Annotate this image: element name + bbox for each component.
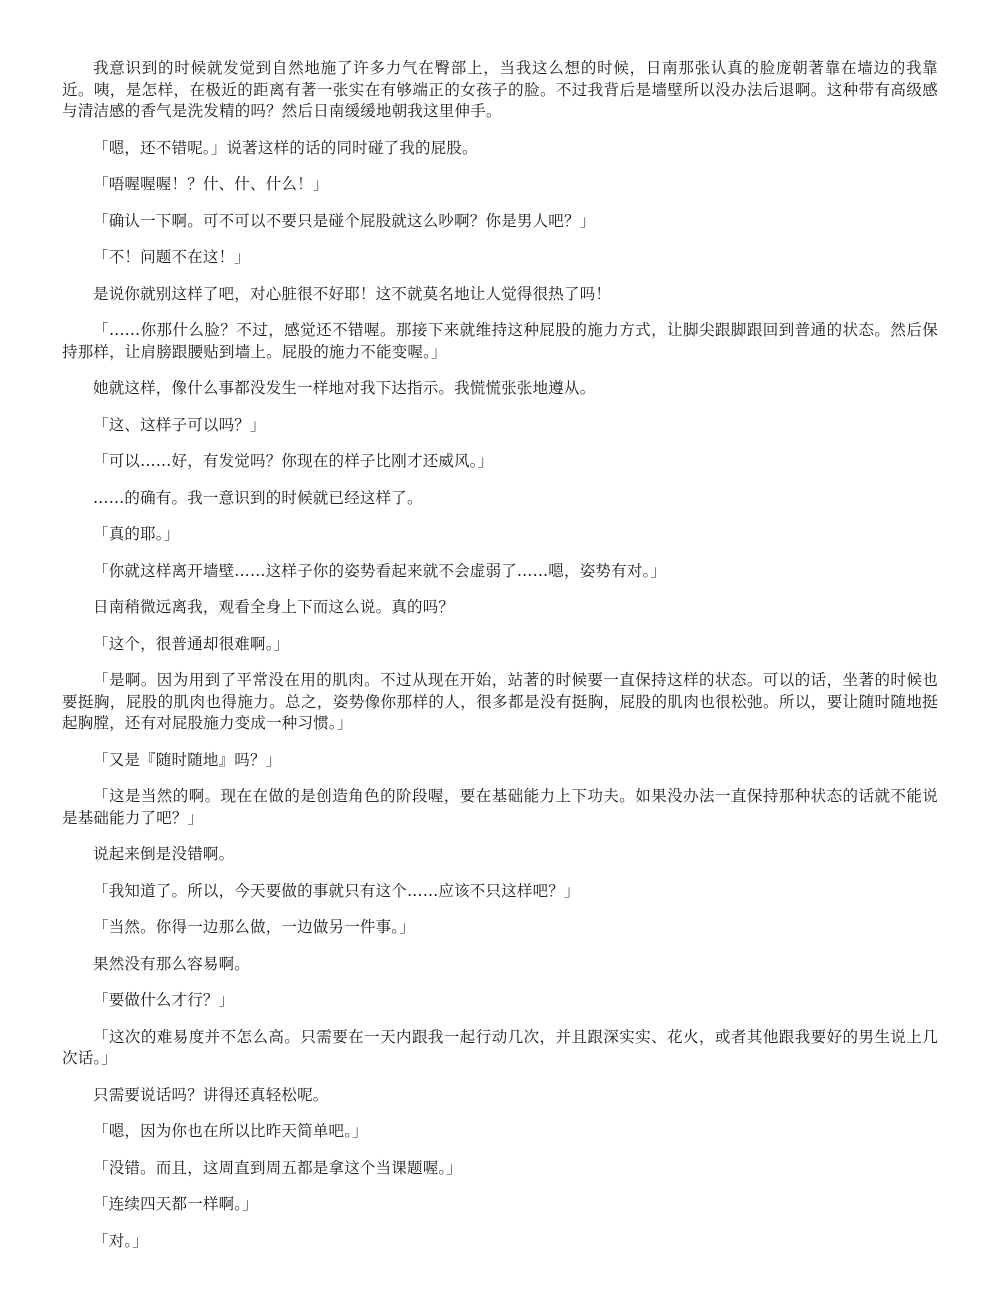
paragraph: ……的确有。我一意识到的时候就已经这样了。 [93,488,423,507]
paragraph: 她就这样，像什么事都没发生一样地对我下达指示。我慌慌张张地遵从。 [93,379,596,397]
paragraph: 「没错。而且，这周直到周五都是拿这个当课题喔。」 [93,1158,463,1177]
paragraph: 「真的耶。」 [93,525,180,543]
paragraph: 日南稍微远离我，观看全身上下而这么说。真的吗？ [93,598,455,616]
paragraph: 「对。」 [93,1231,149,1250]
paragraph: 「这是当然的啊。现在在做的是创造角色的阶段喔，要在基础能力上下功夫。如果没办法一直保持那种状态的话就不能说是基础能力了吧？」 [62,787,938,827]
paragraph: 「我知道了。所以，今天要做的事就只有这个……应该不只这样吧？」 [93,881,580,900]
paragraph: 是说你就别这样了吧，对心脏很不好耶！这不就莫名地让人觉得很热了吗！ [93,284,612,303]
paragraph: 「嗯，还不错呢。」说著这样的话的同时碰了我的屁股。 [93,138,478,157]
paragraph: 「这个，很普通却很难啊。」 [93,634,290,653]
paragraph: 只需要说话吗？讲得还真轻松呢。 [93,1085,329,1104]
paragraph: 「不！问题不在这！」 [93,248,251,266]
paragraph: 我意识到的时候就发觉到自然地施了许多力气在臀部上，当我这么想的时候，日南那张认真的脸庞朝著靠在墙边的我靠近。咦，是怎样，在极近的距离有著一张实在有够端正的女孩子的脸。不过我背后是墙壁所以没办法后退啊。这种带有高级感与清洁感的香气是洗发精的吗？然后日南缓缓地朝我这里伸手。 [62,59,938,120]
paragraph: 「这、这样子可以吗？」 [93,415,266,434]
paragraph: 「唔喔喔喔！？什、什、什么！」 [93,175,329,193]
paragraph: 果然没有那么容易啊。 [93,954,251,973]
paragraph: 「连续四天都一样啊。」 [93,1195,258,1213]
paragraph: 「是啊。因为用到了平常没在用的肌肉。不过从现在开始，站著的时候要一直保持这样的状态。可以的话，坐著的时候也要挺胸，屁股的肌肉也得施力。总之，姿势像你那样的人，很多都是没有挺胸，屁股的肌肉也很松弛。所以，要让随时随地挺起胸膛，还有对屁股施力变成一种习惯。」 [62,671,938,732]
paragraph: 「你就这样离开墙壁……这样子你的姿势看起来就不会虚弱了……嗯，姿势有对。」 [93,561,667,580]
paragraph: 「嗯，因为你也在所以比昨天简单吧。」 [93,1122,368,1140]
paragraph: 「可以……好，有发觉吗？你现在的样子比刚才还威风。」 [93,452,494,470]
paragraph: 「又是『随时随地』吗？」 [93,750,282,769]
paragraph: 「要做什么才行？」 [93,991,235,1009]
paragraph: 「这次的难易度并不怎么高。只需要在一天内跟我一起行动几次，并且跟深实实、花火，或者其他跟我要好的男生说上几次话。」 [62,1027,938,1067]
paragraph: 说起来倒是没错啊。 [93,845,235,863]
document-page [62,58,938,1267]
paragraph: 「当然。你得一边那么做，一边做另一件事。」 [93,918,415,936]
paragraph: 「……你那什么脸？不过，感觉还不错喔。那接下来就维持这种屁股的施力方式，让脚尖跟脚跟回到普通的状态。然后保持那样，让肩膀跟腰贴到墙上。屁股的施力不能变喔。」 [62,321,938,361]
paragraph: 「确认一下啊。可不可以不要只是碰个屁股就这么吵啊？你是男人吧？」 [93,211,596,230]
